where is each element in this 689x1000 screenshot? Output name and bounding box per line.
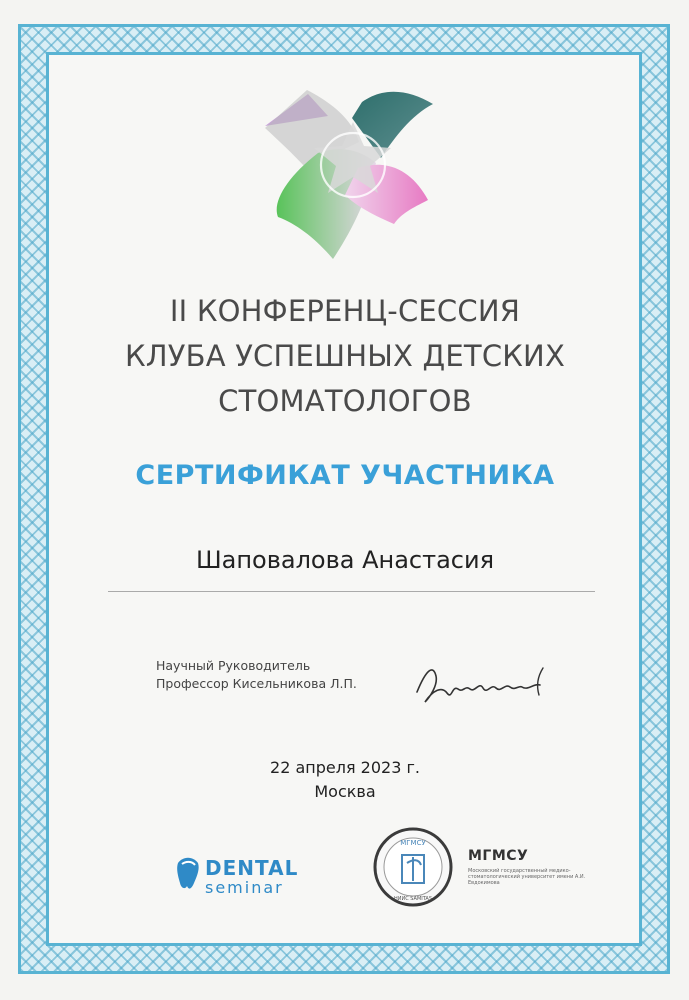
supervisor-role: Научный Руководитель [156,658,311,673]
dental-brand-1: DENTAL [205,856,299,880]
seal-text: НИИС SAMITAS [393,896,433,902]
certificate-city: Москва [314,782,376,801]
conference-title-line-3: СТОМАТОЛОГОВ [218,384,472,418]
university-seal-icon [371,825,455,909]
mgmsu-title: МГМСУ [468,848,529,864]
name-underline [108,591,595,592]
mgmsu-subtitle: Московский государственный медико-стоматологический университет имени А.И. Евдокимова [468,868,586,886]
signature-icon [408,650,556,706]
certificate-heading: СЕРТИФИКАТ УЧАСТНИКА [135,460,555,491]
conference-title-line-1: II КОНФЕРЕНЦ-СЕССИЯ [169,294,521,328]
conference-title-line-2: КЛУБА УСПЕШНЫХ ДЕТСКИХ [124,339,566,373]
conference-logo-icon [250,84,450,264]
participant-name: Шаповалова Анастасия [195,546,495,574]
supervisor-name: Профессор Кисельникова Л.П. [156,676,357,691]
seal-title: МГМСУ [400,839,426,847]
dental-brand-2: seminar [205,878,284,897]
certificate-date: 22 апреля 2023 г. [270,758,420,777]
